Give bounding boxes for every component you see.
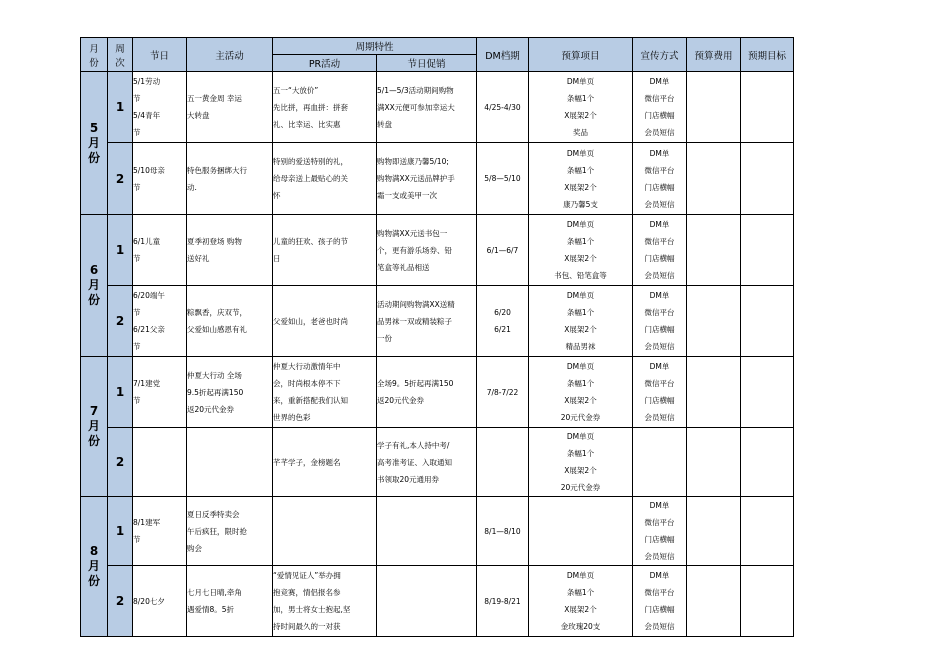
marketing-plan-table [80,37,794,637]
festival-cell-line: 6/21父亲 [133,325,165,334]
promotion-method-cell-line: 微信平台 [644,165,675,175]
pr-cell-line: 来，重新搭配我们认知 [273,396,348,405]
promo-cell-line: 笔盒等礼品相送 [377,262,430,272]
header-promo: 节日促销 [377,55,477,72]
main-activity-cell-line: 仲夏大行动 全场 [187,370,242,380]
dm-cell-line: 7/8-7/22 [486,387,519,397]
festival-cell-line: 7/1建党 [133,379,161,388]
table-row [81,497,794,566]
pr-cell-line: 抱竞赛，情侣报名参 [273,588,341,597]
table-row [81,566,794,637]
header-festival: 节日 [133,38,187,72]
main-activity-cell [187,215,273,286]
pr-cell [273,215,377,286]
pr-cell [273,286,377,357]
promotion-method-cell-line: 微信平台 [644,588,675,597]
pr-cell-line: 芊芊学子，金榜题名 [273,457,341,467]
budget-items-cell-line: DM单页 [566,432,595,441]
main-activity-cell [187,357,273,428]
pr-cell-line: “爱情见证人”举办拥 [273,571,341,580]
promo-cell [377,215,477,286]
budget-items-cell-line: 20元代金券 [560,483,601,492]
budget-items-cell [529,72,633,143]
budget-items-cell [529,357,633,428]
promo-cell [377,566,477,637]
promo-cell-line: 一份 [377,333,392,343]
promotion-method-cell-line: 微信平台 [644,94,675,103]
main-activity-cell [187,428,273,497]
week-cell: 2 [108,428,133,497]
promotion-method-cell [633,143,687,215]
festival-cell-line: 5/1劳动 [133,77,161,86]
dm-cell-line: 8/1—8/10 [484,526,521,536]
budget-items-cell-line: X展架2个 [564,396,597,405]
promotion-method-cell [633,215,687,286]
promo-cell [377,72,477,143]
dm-cell-line: 6/1—6/7 [486,245,519,255]
dm-cell [477,215,529,286]
table-row [81,286,794,357]
budget-items-cell-line: 书包、铅笔盒等 [554,271,607,280]
week-cell: 1 [108,497,133,566]
promotion-method-cell-line: 微信平台 [644,379,675,388]
promotion-method-cell [633,286,687,357]
budget-items-cell-line: DM单页 [566,571,595,580]
pr-cell-line: 礼、比幸运、比实惠 [273,119,341,129]
week-cell: 2 [108,286,133,357]
budget-target-cell [741,428,794,497]
budget-items-cell [529,215,633,286]
budget-items-cell-line: X展架2个 [564,254,597,263]
promotion-method-cell-line: DM单 [649,220,670,229]
promo-cell [377,357,477,428]
promo-cell-line: 品男袜一双或精装粽子 [377,316,452,326]
pr-cell-line: 仲夏大行动激情年中 [273,362,341,371]
promotion-method-cell-line: DM单 [649,571,670,580]
festival-cell-line: 节 [133,254,141,263]
budget-cost-cell [687,497,741,566]
promotion-method-cell-line: 门店横幅 [644,535,675,544]
promotion-method-cell-line: 微信平台 [644,308,675,317]
main-activity-cell [187,286,273,357]
header-week: 周 次 [108,38,133,72]
main-activity-cell-line: 午后疯狂，限时抢 [187,526,247,536]
budget-items-cell [529,428,633,497]
budget-target-cell [741,357,794,428]
promotion-method-cell-line: 微信平台 [644,518,675,527]
budget-cost-cell [687,143,741,215]
table-row [81,72,794,143]
budget-items-cell-line: DM单页 [566,148,595,158]
main-activity-cell-line: 返20元代金券 [187,404,235,414]
promotion-method-cell-line: 会员短信 [644,128,675,137]
main-activity-cell-line: 动. [187,182,197,192]
week-cell: 1 [108,72,133,143]
header-promotion-method: 宣传方式 [633,38,687,72]
promotion-method-cell [633,72,687,143]
festival-cell-line: 节 [133,535,141,544]
pr-cell-line: 儿童的狂欢、孩子的节 [273,237,348,246]
festival-cell-line: 节 [133,308,141,317]
promo-cell [377,497,477,566]
dm-cell-line: 4/25-4/30 [484,102,521,112]
promotion-method-cell [633,428,687,497]
pr-cell-line: 世界的色彩 [273,413,311,422]
header-pr: PR活动 [273,55,377,72]
header-budget-cost: 预算费用 [687,38,741,72]
budget-target-cell [741,72,794,143]
budget-target-cell [741,286,794,357]
week-cell: 1 [108,215,133,286]
table-row [81,215,794,286]
budget-items-cell-line: 条幅1个 [566,588,595,597]
promotion-method-cell-line: 会员短信 [644,342,675,351]
promotion-method-cell [633,566,687,637]
pr-cell-line: 怀 [273,191,281,200]
month-cell: 5 月 份 [81,72,108,215]
festival-cell [133,497,187,566]
budget-items-cell-line: 条幅1个 [566,449,595,458]
promo-cell-line: 返20元代金券 [377,396,425,405]
main-activity-cell-line: 五一黄金周 幸运 [187,94,242,103]
budget-items-cell-line: 精品男袜 [565,342,596,351]
dm-cell [477,357,529,428]
promo-cell-line: 活动期间购物满XX送精 [377,299,455,309]
dm-cell-line: 6/21 [494,325,511,334]
pr-cell [273,143,377,215]
pr-cell-line: 给母亲送上最贴心的关 [273,174,348,183]
festival-cell-line: 6/20端午 [133,291,165,300]
month-cell: 6 月 份 [81,215,108,357]
week-cell: 1 [108,357,133,428]
month-cell: 8 月 份 [81,497,108,637]
table-header [81,38,794,72]
budget-items-cell-line: 条幅1个 [566,308,595,317]
promotion-method-cell-line: 门店横幅 [644,182,675,192]
main-activity-cell [187,72,273,143]
month-cell: 7 月 份 [81,357,108,497]
promotion-method-cell-line: DM单 [649,148,670,158]
festival-cell-line: 8/1建军 [133,518,161,527]
budget-items-cell-line: X展架2个 [564,182,597,192]
main-activity-cell-line: 9.5折起再满150 [187,387,244,397]
promo-cell-line: 书领取20元通用券 [377,474,440,484]
budget-items-cell-line: DM单页 [566,220,595,229]
budget-items-cell-line: 奖品 [573,128,588,137]
festival-cell-line: 5/10母亲 [133,165,165,175]
header-budget-target: 预期目标 [741,38,794,72]
promotion-method-cell-line: 会员短信 [644,552,675,561]
promo-cell-line: 高考准考证、入取通知 [377,457,452,467]
main-activity-cell [187,566,273,637]
pr-cell-line: 加，男士将女士抱起,坚 [273,605,351,614]
budget-target-cell [741,143,794,215]
budget-items-cell-line: 条幅1个 [566,237,595,246]
table-body [81,72,794,637]
festival-cell-line: 5/4青年 [133,111,161,120]
promotion-method-cell-line: DM单 [649,362,670,371]
promotion-method-cell-line: 会员短信 [644,271,675,280]
promotion-method-cell [633,497,687,566]
week-cell: 2 [108,143,133,215]
promo-cell-line: 购物满XX元送书包一 [377,228,448,238]
main-activity-cell-line: 购会 [187,543,202,553]
dm-cell [477,143,529,215]
festival-cell [133,215,187,286]
promotion-method-cell-line: DM单 [649,501,670,510]
festival-cell [133,428,187,497]
header-main-activity: 主活动 [187,38,273,72]
promo-cell-line: 购物满XX元送品牌护手 [377,174,455,183]
budget-cost-cell [687,286,741,357]
dm-cell [477,428,529,497]
pr-cell-line: 父爱如山，老爸也时尚 [273,316,348,326]
dm-cell-line: 5/8—5/10 [484,174,521,183]
promotion-method-cell-line: 会员短信 [644,622,675,631]
festival-cell-line: 节 [133,396,141,405]
main-activity-cell-line: 父爱如山感恩有礼 [187,325,247,334]
promo-cell-line: 霜一支或美甲一次 [377,191,437,200]
header-month: 月 份 [81,38,108,72]
budget-items-cell [529,143,633,215]
budget-items-cell-line: 条幅1个 [566,94,595,103]
promotion-method-cell-line: 会员短信 [644,413,675,422]
festival-cell [133,286,187,357]
promotion-method-cell-line: DM单 [649,291,670,300]
budget-cost-cell [687,215,741,286]
budget-target-cell [741,566,794,637]
promotion-method-cell-line: 门店横幅 [644,111,675,120]
main-activity-cell-line: 大转盘 [187,111,210,120]
promo-cell-line: 转盘 [377,119,392,129]
main-activity-cell-line: 送好礼 [187,254,210,263]
festival-cell-line: 节 [133,94,141,103]
budget-items-cell-line: 条幅1个 [566,379,595,388]
budget-items-cell-line: 康乃馨5支 [563,199,598,209]
pr-cell [273,357,377,428]
festival-cell-line: 节 [133,342,141,351]
main-activity-cell-line: 粽飘香，庆双节， [187,308,247,317]
header-dm: DM档期 [477,38,529,72]
festival-cell-line: 8/20七夕 [133,596,165,606]
pr-cell-line: 先比拼，再血拼：拼套 [273,102,348,112]
pr-cell [273,566,377,637]
budget-items-cell-line: X展架2个 [564,466,597,475]
header-budget-items: 预算项目 [529,38,633,72]
promotion-method-cell-line: 门店横幅 [644,396,675,405]
dm-cell [477,497,529,566]
budget-items-cell-line: X展架2个 [564,111,597,120]
header-cycle: 周期特性 [273,38,477,55]
festival-cell [133,357,187,428]
promo-cell-line: 购物即送康乃馨5/10; [377,157,449,166]
festival-cell [133,143,187,215]
promo-cell-line: 个，更有游乐场券、铅 [377,245,452,255]
promo-cell-line: 全场9。5折起再满150 [377,379,454,388]
pr-cell-line: 持时间最久的一对获 [273,622,341,631]
budget-target-cell [741,497,794,566]
promotion-method-cell-line: 门店横幅 [644,605,675,614]
promo-cell-line: 学子有礼,本人持中考/ [377,440,450,450]
dm-cell [477,566,529,637]
promotion-method-cell-line: 会员短信 [644,199,675,209]
budget-items-cell [529,497,633,566]
dm-cell [477,72,529,143]
budget-items-cell-line: DM单页 [566,291,595,300]
budget-cost-cell [687,428,741,497]
budget-items-cell-line: 20元代金券 [560,413,601,422]
budget-items-cell-line: 条幅1个 [566,165,595,175]
dm-cell-line: 8/19-8/21 [484,596,521,606]
budget-items-cell-line: X展架2个 [564,325,597,334]
pr-cell [273,428,377,497]
promotion-method-cell-line: 门店横幅 [644,325,675,334]
pr-cell-line: 五一“大放价” [273,85,319,95]
promotion-method-cell [633,357,687,428]
budget-items-cell-line: DM单页 [566,77,595,86]
promo-cell [377,286,477,357]
main-activity-cell-line: 特色服务捆绑大行 [187,165,247,175]
budget-items-cell [529,566,633,637]
main-activity-cell-line: 夏季初登场 购物 [187,237,242,246]
promo-cell [377,143,477,215]
dm-cell [477,286,529,357]
dm-cell-line: 6/20 [494,308,511,317]
pr-cell-line: 特别的爱送特别的礼， [273,157,348,166]
festival-cell-line: 节 [133,128,141,137]
budget-target-cell [741,215,794,286]
promotion-method-cell-line: DM单 [649,77,670,86]
main-activity-cell-line: 七月七日晴,牵角 [187,588,242,597]
festival-cell [133,72,187,143]
pr-cell-line: 日 [273,254,281,263]
main-activity-cell-line: 遇爱情8。5折 [187,605,235,614]
budget-cost-cell [687,566,741,637]
budget-cost-cell [687,357,741,428]
budget-items-cell-line: X展架2个 [564,605,597,614]
table-row [81,428,794,497]
budget-items-cell-line: 金玫瑰20支 [560,622,601,631]
budget-items-cell-line: DM单页 [566,362,595,371]
promotion-method-cell-line: 门店横幅 [644,254,675,263]
budget-items-cell [529,286,633,357]
promo-cell-line: 满XX元便可参加幸运大 [377,102,455,112]
pr-cell [273,497,377,566]
main-activity-cell-line: 夏日反季特卖会 [187,509,240,519]
festival-cell-line: 6/1儿童 [133,237,161,246]
promotion-method-cell-line: 微信平台 [644,237,675,246]
promo-cell [377,428,477,497]
week-cell: 2 [108,566,133,637]
main-activity-cell [187,497,273,566]
pr-cell [273,72,377,143]
pr-cell-line: 会，时尚根本停不下 [273,379,341,388]
promo-cell-line: 5/1—5/3活动期间购物 [377,85,454,95]
main-activity-cell [187,143,273,215]
table-row [81,143,794,215]
festival-cell-line: 节 [133,182,141,192]
table-row [81,357,794,428]
festival-cell [133,566,187,637]
budget-cost-cell [687,72,741,143]
